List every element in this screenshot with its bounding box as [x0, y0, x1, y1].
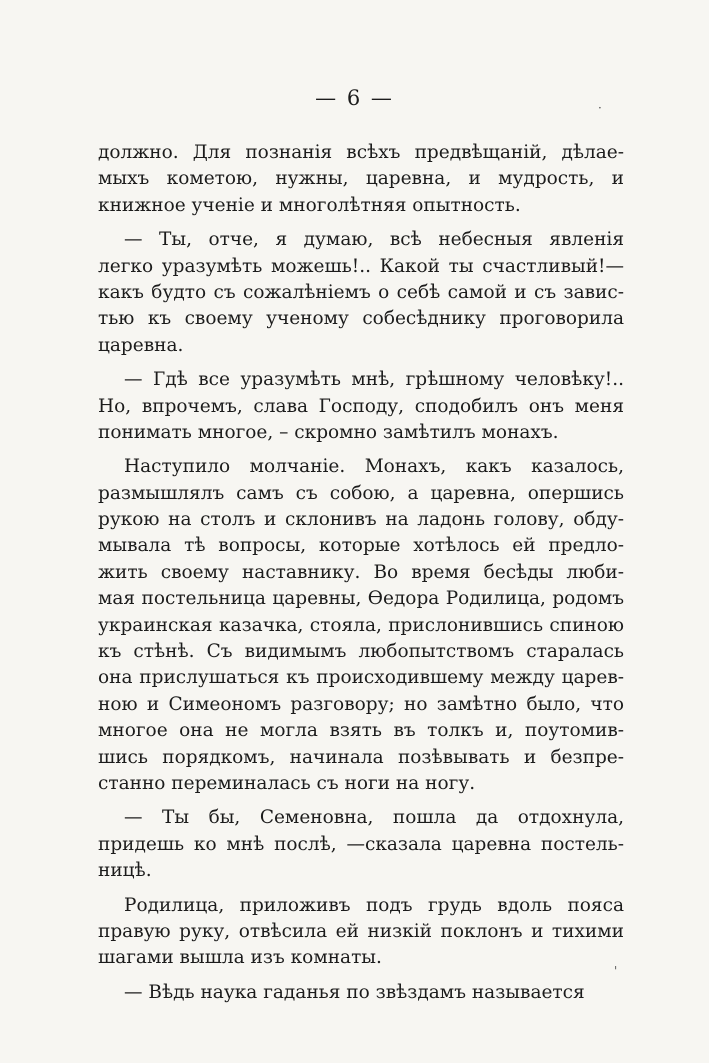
text-line: рукою на столъ и склонивъ на ладонь голову, обду- [98, 509, 624, 531]
paragraph-4 [98, 454, 624, 797]
text-line: придешь ко мнѣ послѣ, —сказала царевна постель- [98, 833, 624, 855]
text-line: должно. Для познанія всѣхъ предвѣщаній, дѣлае- [98, 142, 624, 163]
text-line: жить своему наставнику. Во время бесѣды люби- [98, 561, 624, 583]
page-number: — 6 — [315, 86, 394, 110]
text-line: книжное ученіе и многолѣтняя опытность. [98, 194, 521, 216]
text-line: ницѣ. [98, 860, 152, 882]
text-line: шагами вышла изъ комнаты. [98, 947, 382, 969]
text-line: украинская казачка, стояла, прислонившись спиною [98, 614, 624, 636]
text-line: она прислушаться къ происходившему между царев- [98, 667, 624, 689]
text-line: какъ будто съ сожалѣніемъ о себѣ самой и съ завис- [98, 281, 624, 303]
text-line: правую руку, отвѣсила ей низкій поклонъ и тихими [98, 920, 624, 942]
text-line: станно переминалась съ ноги на ногу. [98, 772, 476, 794]
paragraph-7 [98, 980, 624, 1006]
text-line: мывала тѣ вопросы, которые хотѣлось ей предло- [98, 535, 624, 557]
text-line: мая постельница царевны, Ѳедора Родилица, родомъ [98, 588, 624, 610]
paragraph-2 [98, 227, 624, 359]
print-speck: · [598, 101, 602, 115]
paragraph-3 [98, 367, 624, 446]
text-line: — Ты, отче, я думаю, всѣ небесныя явленія [124, 229, 624, 251]
text-line: Родилица, приложивъ подъ грудь вдоль пояса [124, 894, 624, 916]
paragraph-5 [98, 805, 624, 884]
text-line: къ стѣнѣ. Съ видимымъ любопытствомъ старалась [98, 641, 624, 663]
text-line: мыхъ кометою, нужны, царевна, и мудрость, и [98, 168, 624, 190]
text-line: понимать многое, – скромно замѣтилъ монахъ. [98, 421, 559, 443]
text-line: — Ты бы, Семеновна, пошла да отдохнула, [124, 807, 624, 829]
text-line: шись порядкомъ, начинала позѣвывать и безпре- [98, 746, 624, 768]
paragraph-1 [98, 140, 624, 219]
text-line: — Вѣдь наука гаданья по звѣздамъ называется [124, 981, 585, 1003]
print-speck: ' [614, 964, 618, 978]
text-line: тью къ своему ученому собесѣднику проговорила [98, 308, 624, 330]
body-text [98, 140, 624, 1006]
text-line: легко уразумѣть можешь!.. Какой ты счастливый!— [98, 255, 624, 277]
text-line: — Гдѣ все уразумѣть мнѣ, грѣшному человѣку!.. [124, 369, 624, 391]
text-line: многое она не могла взять въ толкъ и, поутомив- [98, 720, 624, 742]
text-line: ною и Симеономъ разговору; но замѣтно было, что [98, 693, 624, 715]
paragraph-6 [98, 893, 624, 972]
text-line: Но, впрочемъ, слава Господу, сподобилъ онъ меня [98, 395, 624, 417]
text-line: Наступило молчаніе. Монахъ, какъ казалось, [124, 456, 624, 478]
text-line: царевна. [98, 334, 184, 356]
text-line: размышлялъ самъ съ собою, а царевна, опершись [98, 482, 624, 504]
